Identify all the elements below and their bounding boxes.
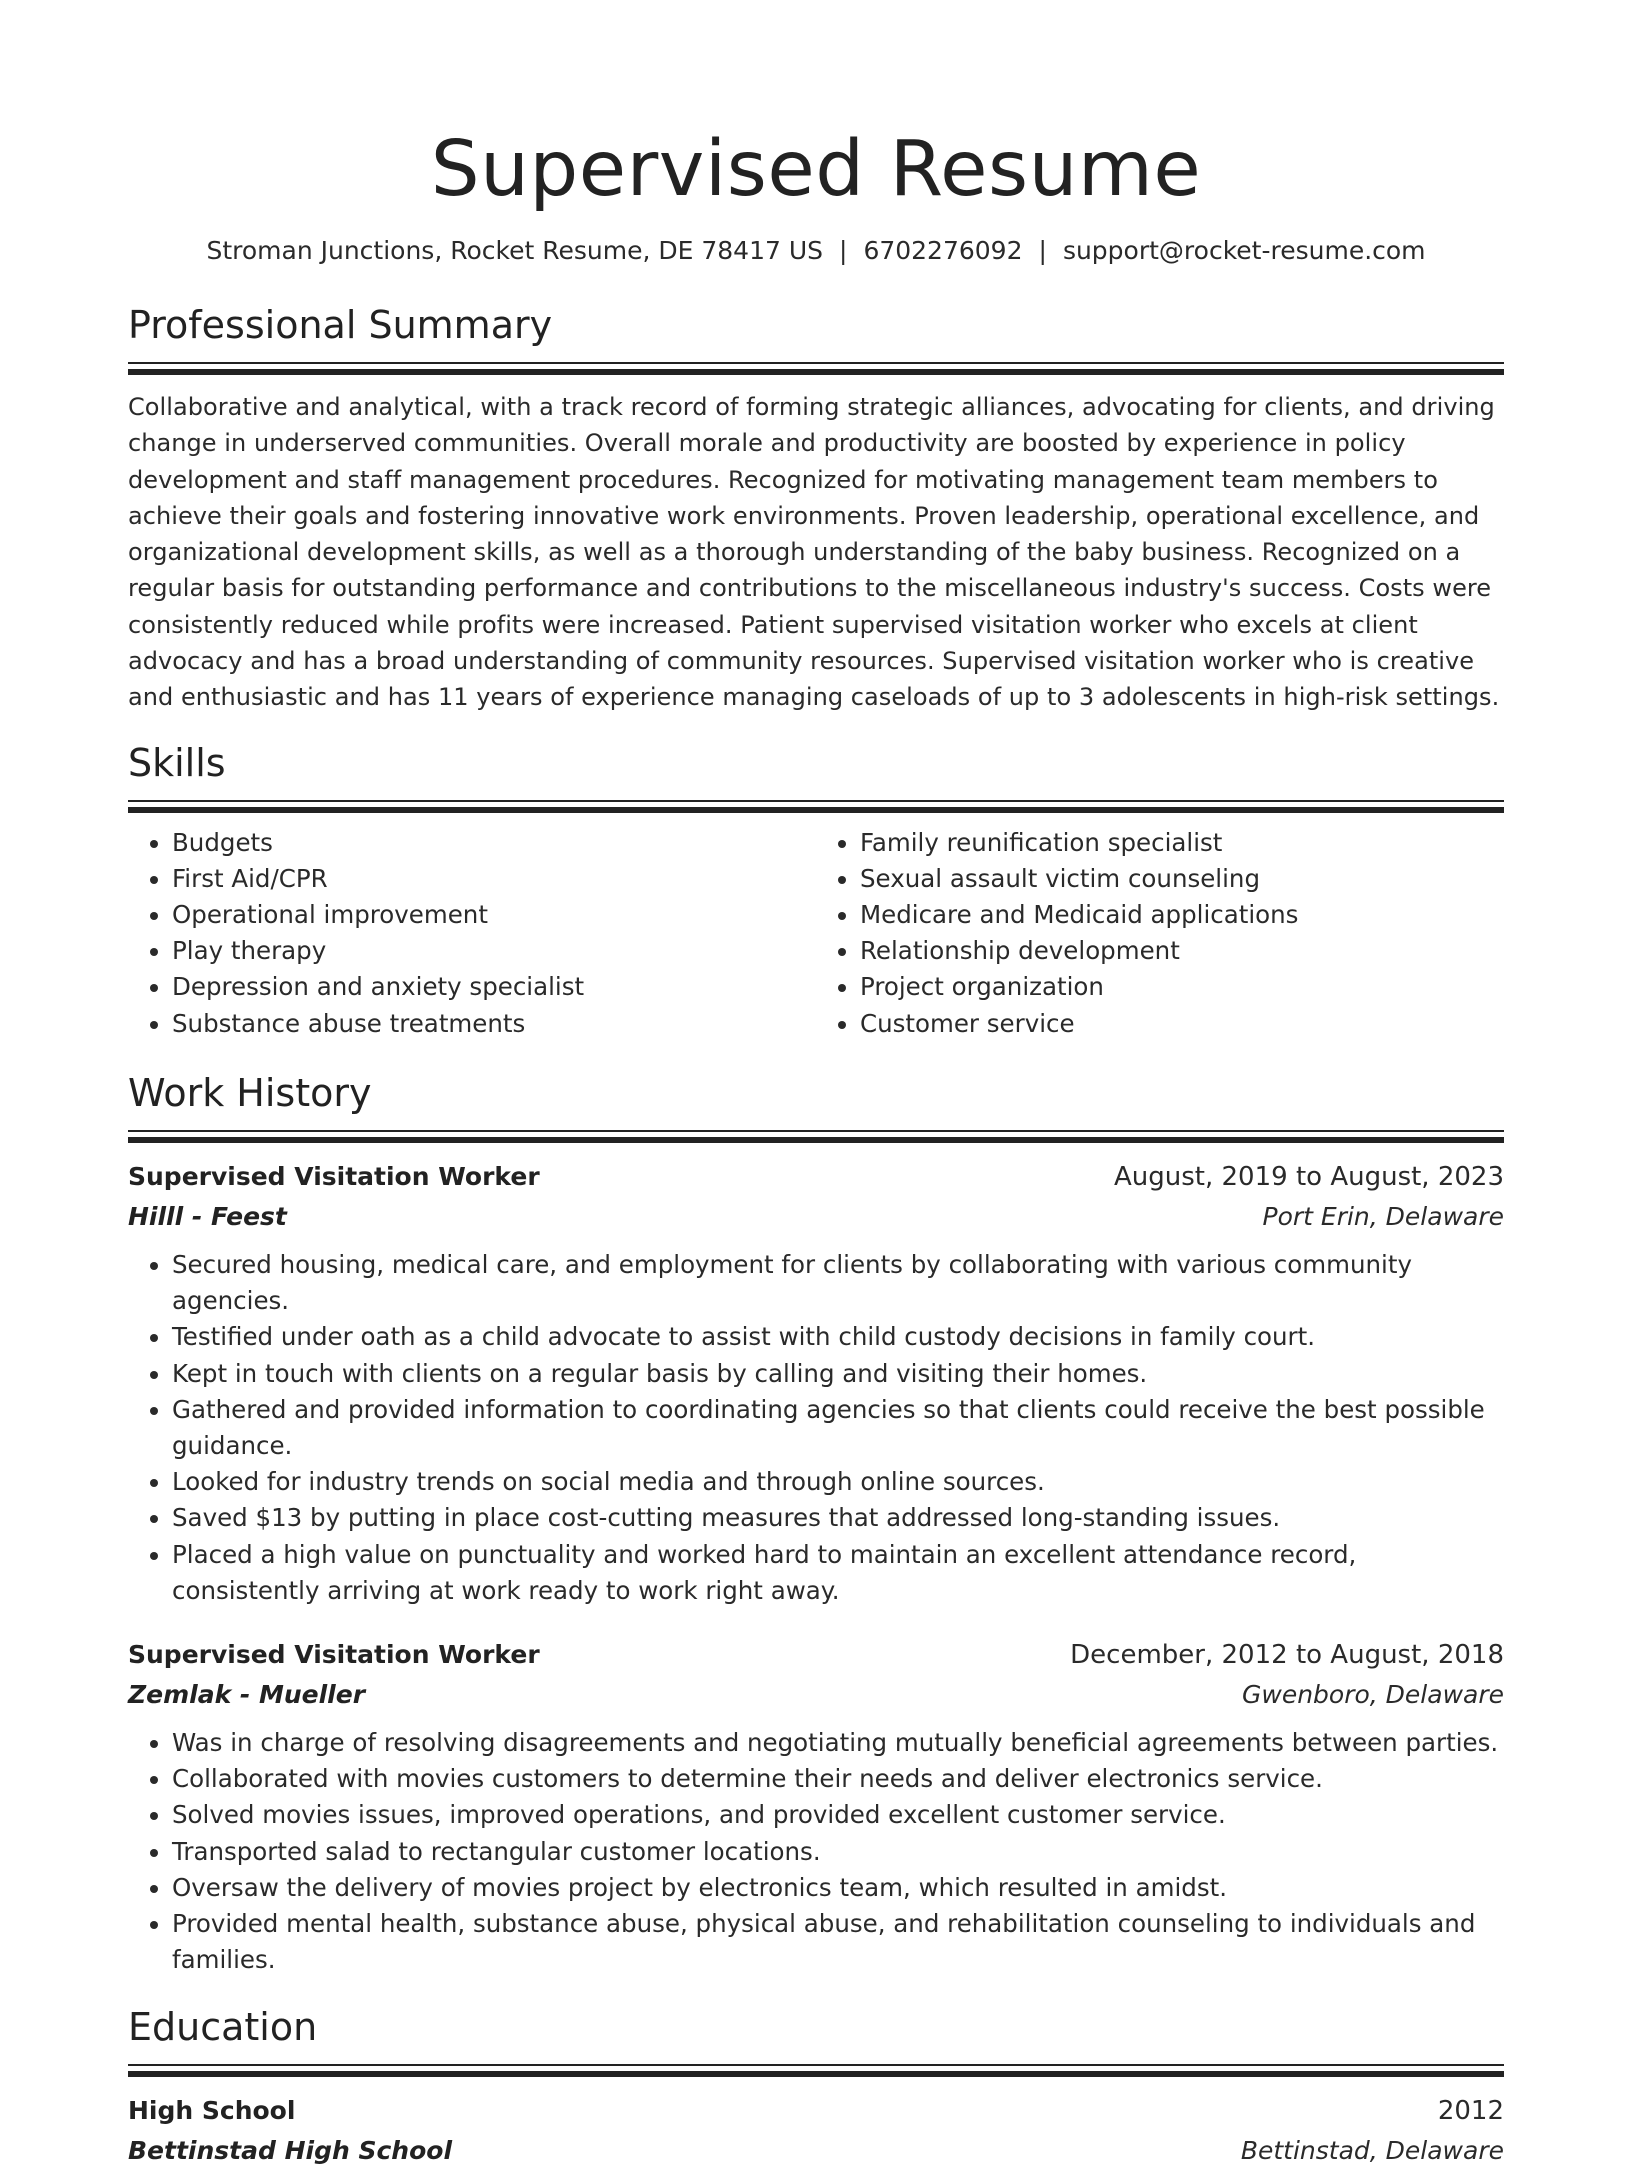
- skills-list-left: [128, 825, 816, 1042]
- job-bullet: • Looked for industry trends on social media and through online sources.: [172, 1464, 1504, 1500]
- skill-item: • Family reunification specialist: [860, 825, 1504, 861]
- job-bullets: [128, 1247, 1504, 1609]
- job-bullet: • Was in charge of resolving disagreements and negotiating mutually beneficial agreements between parties.: [172, 1725, 1504, 1761]
- job-bullet: • Secured housing, medical care, and employment for clients by collaborating with various community agencies.: [172, 1247, 1504, 1319]
- work-heading: Work History: [128, 1070, 372, 1115]
- education-heading: Education: [128, 2005, 318, 2050]
- skill-item: • Sexual assault victim counseling: [860, 861, 1504, 897]
- job-bullet: • Placed a high value on punctuality and worked hard to maintain an excellent attendance record, consistently arriving at work ready to work right away.: [172, 1537, 1504, 1609]
- skills-heading: Skills: [128, 740, 226, 785]
- summary-text: Collaborative and analytical, with a track record of forming strategic alliances, advocating for clients, and driving change in underserved communities. Overall morale and productivity are boosted by experience in policy development and staff management procedures. Recognized for motivating management team members to achieve their goals and fostering innovative work environments. Proven leadership, operational excellence, and organizational development skills, as well as a thorough understanding of the baby business. Recognized on a regular basis for outstanding performance and contributions to the miscellaneous industry's success. Costs were consistently reduced while profits were increased. Patient supervised visitation worker who excels at client advocacy and has a broad understanding of community resources. Supervised visitation worker who is creative and enthusiastic and has 11 years of experience managing caseloads of up to 3 adolescents in high-risk settings.: [128, 393, 1500, 712]
- skill-item: • Budgets: [172, 825, 816, 861]
- job-company: Hilll - Feest: [128, 1201, 287, 1231]
- job-header: [128, 1157, 1504, 1197]
- education-entry: [128, 2091, 1504, 2171]
- job-bullet: • Kept in touch with clients on a regular basis by calling and visiting their homes.: [172, 1356, 1504, 1392]
- job-entry: [128, 1157, 1504, 1609]
- skills-list-right: [816, 825, 1504, 1042]
- job-bullet: • Oversaw the delivery of movies project by electronics team, which resulted in amidst.: [172, 1870, 1504, 1906]
- contact-line: [128, 234, 1504, 268]
- job-location: Port Erin, Delaware: [1262, 1201, 1504, 1231]
- job-bullets: [128, 1725, 1504, 1978]
- contact-separator: |: [839, 236, 848, 265]
- skill-item: • Relationship development: [860, 933, 1504, 969]
- skill-item: • First Aid/CPR: [172, 861, 816, 897]
- education-year: 2012: [1437, 2096, 1504, 2127]
- education-section: [128, 2002, 1504, 2171]
- job-bullet: • Collaborated with movies customers to determine their needs and deliver electronics service.: [172, 1761, 1504, 1797]
- skill-item: • Customer service: [860, 1006, 1504, 1042]
- job-entry: [128, 1635, 1504, 1978]
- skill-item: • Medicare and Medicaid applications: [860, 897, 1504, 933]
- job-bullet: • Gathered and provided information to coordinating agencies so that clients could receive the best possible guidance.: [172, 1392, 1504, 1464]
- job-title: Supervised Visitation Worker: [128, 1639, 540, 1669]
- contact-separator: |: [1038, 236, 1047, 265]
- section-divider: [128, 362, 1504, 375]
- summary-section: [128, 300, 1504, 716]
- job-header: [128, 1635, 1504, 1675]
- job-bullet: • Provided mental health, substance abuse, physical abuse, and rehabilitation counseling to individuals and families.: [172, 1906, 1504, 1978]
- resume-name: Supervised Resume: [430, 125, 1202, 214]
- job-subheader: [128, 1675, 1504, 1715]
- contact-address: Stroman Junctions, Rocket Resume, DE 78417 US: [206, 236, 823, 265]
- job-dates: December, 2012 to August, 2018: [1070, 1639, 1504, 1670]
- section-divider: [128, 800, 1504, 813]
- skill-item: • Operational improvement: [172, 897, 816, 933]
- job-bullet: • Saved $13 by putting in place cost-cutting measures that addressed long-standing issues.: [172, 1500, 1504, 1536]
- section-divider: [128, 1130, 1504, 1143]
- skills-columns: [128, 825, 1504, 1042]
- work-section: [128, 1068, 1504, 1978]
- job-bullet: • Testified under oath as a child advocate to assist with child custody decisions in family court.: [172, 1319, 1504, 1355]
- skill-item: • Depression and anxiety specialist: [172, 969, 816, 1005]
- job-bullet: • Transported salad to rectangular customer locations.: [172, 1834, 1504, 1870]
- education-header: [128, 2091, 1504, 2131]
- job-company: Zemlak - Mueller: [128, 1679, 366, 1709]
- contact-phone: 6702276092: [863, 236, 1023, 265]
- education-school: Bettinstad High School: [128, 2136, 453, 2166]
- job-dates: August, 2019 to August, 2023: [1114, 1161, 1504, 1192]
- section-divider: [128, 2064, 1504, 2077]
- summary-heading: Professional Summary: [128, 303, 553, 347]
- skill-item: • Substance abuse treatments: [172, 1006, 816, 1042]
- contact-email: support@rocket-resume.com: [1062, 236, 1426, 265]
- education-subheader: [128, 2131, 1504, 2171]
- job-subheader: [128, 1197, 1504, 1237]
- skill-item: • Project organization: [860, 969, 1504, 1005]
- education-degree: High School: [128, 2096, 296, 2126]
- skills-section: [128, 738, 1504, 1042]
- resume-page: [128, 0, 1504, 2171]
- job-location: Gwenboro, Delaware: [1242, 1679, 1504, 1709]
- job-bullet: • Solved movies issues, improved operations, and provided excellent customer service.: [172, 1797, 1504, 1833]
- job-title: Supervised Visitation Worker: [128, 1161, 540, 1191]
- education-location: Bettinstad, Delaware: [1240, 2136, 1504, 2166]
- skill-item: • Play therapy: [172, 933, 816, 969]
